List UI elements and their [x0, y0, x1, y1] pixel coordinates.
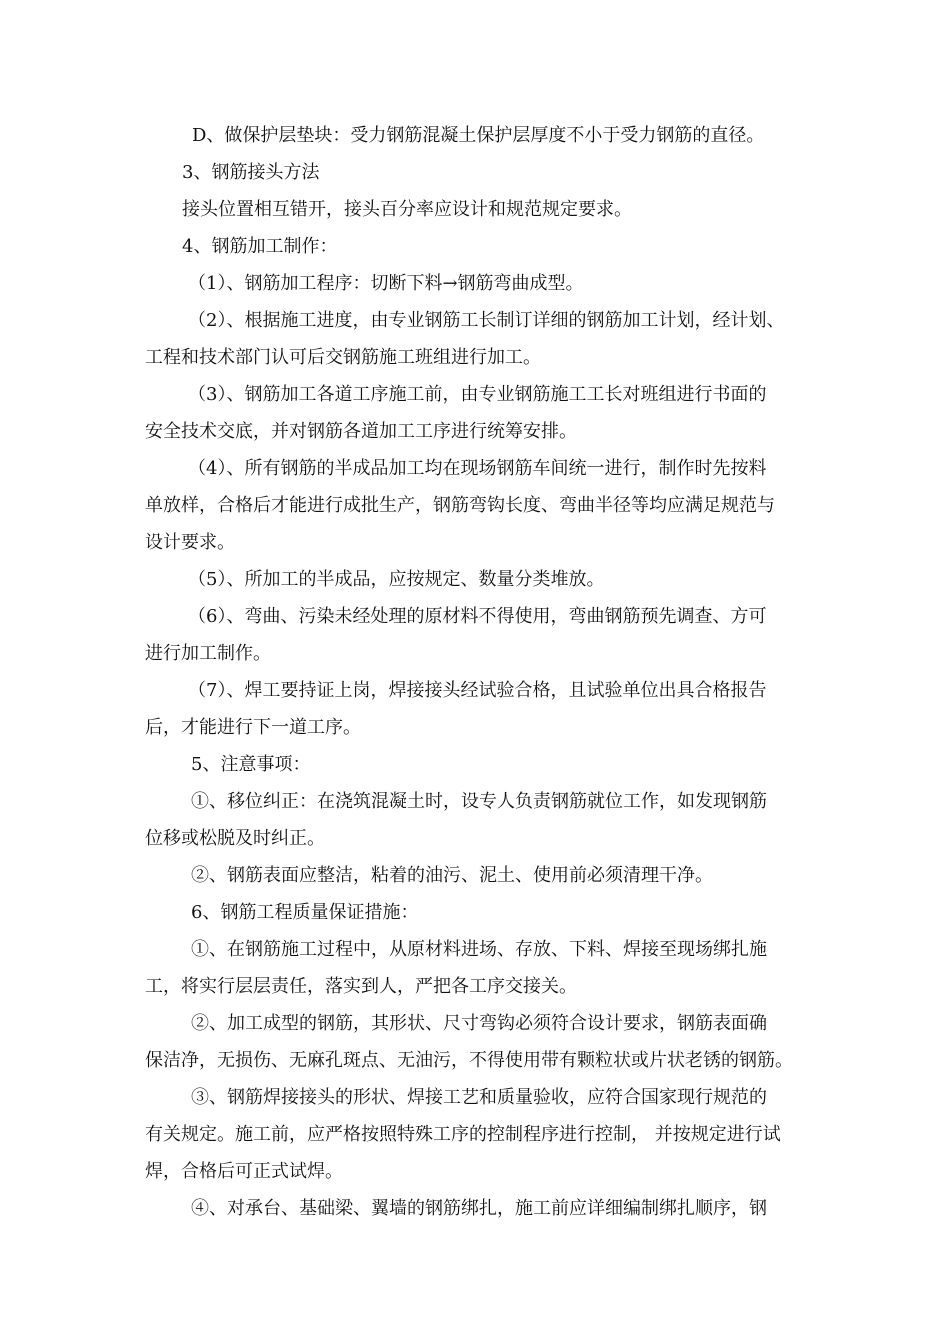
text-line: ②、加工成型的钢筋，其形状、尺寸弯钩必须符合设计要求，钢筋表面确 — [191, 1013, 767, 1034]
text-line: 单放样，合格后才能进行成批生产，钢筋弯钩长度、弯曲半径等均应满足规范与 — [145, 495, 775, 516]
text-line: 安全技术交底，并对钢筋各道加工工序进行统筹安排。 — [145, 421, 577, 442]
text-line: 进行加工制作。 — [145, 643, 271, 664]
text-line: 5、注意事项： — [191, 754, 311, 775]
text-line: （3）、钢筋加工各道工序施工前，由专业钢筋施工工长对班组进行书面的 — [188, 384, 767, 405]
text-line: 接头位置相互错开，接头百分率应设计和规范规定要求。 — [182, 199, 632, 220]
text-line: 焊，合格后可正式试焊。 — [145, 1161, 343, 1182]
text-line: ④、对承台、基础梁、翼墙的钢筋绑扎，施工前应详细编制绑扎顺序，钢 — [191, 1198, 767, 1219]
text-line: ①、在钢筋施工过程中，从原材料进场、存放、下料、焊接至现场绑扎施 — [191, 939, 767, 960]
text-line: （6）、弯曲、污染未经处理的原材料不得使用，弯曲钢筋预先调查、方可 — [188, 606, 767, 627]
text-line: 设计要求。 — [145, 532, 235, 553]
text-line: ②、钢筋表面应整洁，粘着的油污、泥土、使用前必须清理干净。 — [191, 865, 713, 886]
document-body — [145, 117, 810, 1227]
text-line: 4、钢筋加工制作： — [182, 236, 338, 257]
text-line: 有关规定。施工前，应严格按照特殊工序的控制程序进行控制， 并按规定进行试 — [145, 1124, 781, 1145]
text-line: ①、移位纠正：在浇筑混凝土时，设专人负责钢筋就位工作，如发现钢筋 — [191, 791, 767, 812]
text-line: 保洁净，无损伤、无麻孔斑点、无油污，不得使用带有颗粒状或片状老锈的钢筋。 — [145, 1050, 793, 1071]
text-line: 3、钢筋接头方法 — [182, 162, 320, 183]
text-line: 后，才能进行下一道工序。 — [145, 717, 361, 738]
text-line: 工，将实行层层责任，落实到人，严把各工序交接关。 — [145, 976, 577, 997]
text-line: （7）、焊工要持证上岗，焊接接头经试验合格，且试验单位出具合格报告 — [188, 680, 767, 701]
text-line: （4）、所有钢筋的半成品加工均在现场钢筋车间统一进行，制作时先按料 — [188, 458, 767, 479]
text-line: D、做保护层垫块：受力钢筋混凝土保护层厚度不小于受力钢筋的直径。 — [192, 125, 765, 146]
text-line: （2）、根据施工进度，由专业钢筋工长制订详细的钢筋加工计划，经计划、 — [188, 310, 785, 331]
text-line: （1）、钢筋加工程序：切断下料→钢筋弯曲成型。 — [188, 273, 584, 294]
text-line: 工程和技术部门认可后交钢筋施工班组进行加工。 — [145, 347, 541, 368]
text-line: （5）、所加工的半成品，应按规定、数量分类堆放。 — [188, 569, 605, 590]
text-line: ③、钢筋焊接接头的形状、焊接工艺和质量验收，应符合国家现行规范的 — [191, 1087, 767, 1108]
text-line: 6、钢筋工程质量保证措施： — [191, 902, 419, 923]
text-line: 位移或松脱及时纠正。 — [145, 828, 325, 849]
